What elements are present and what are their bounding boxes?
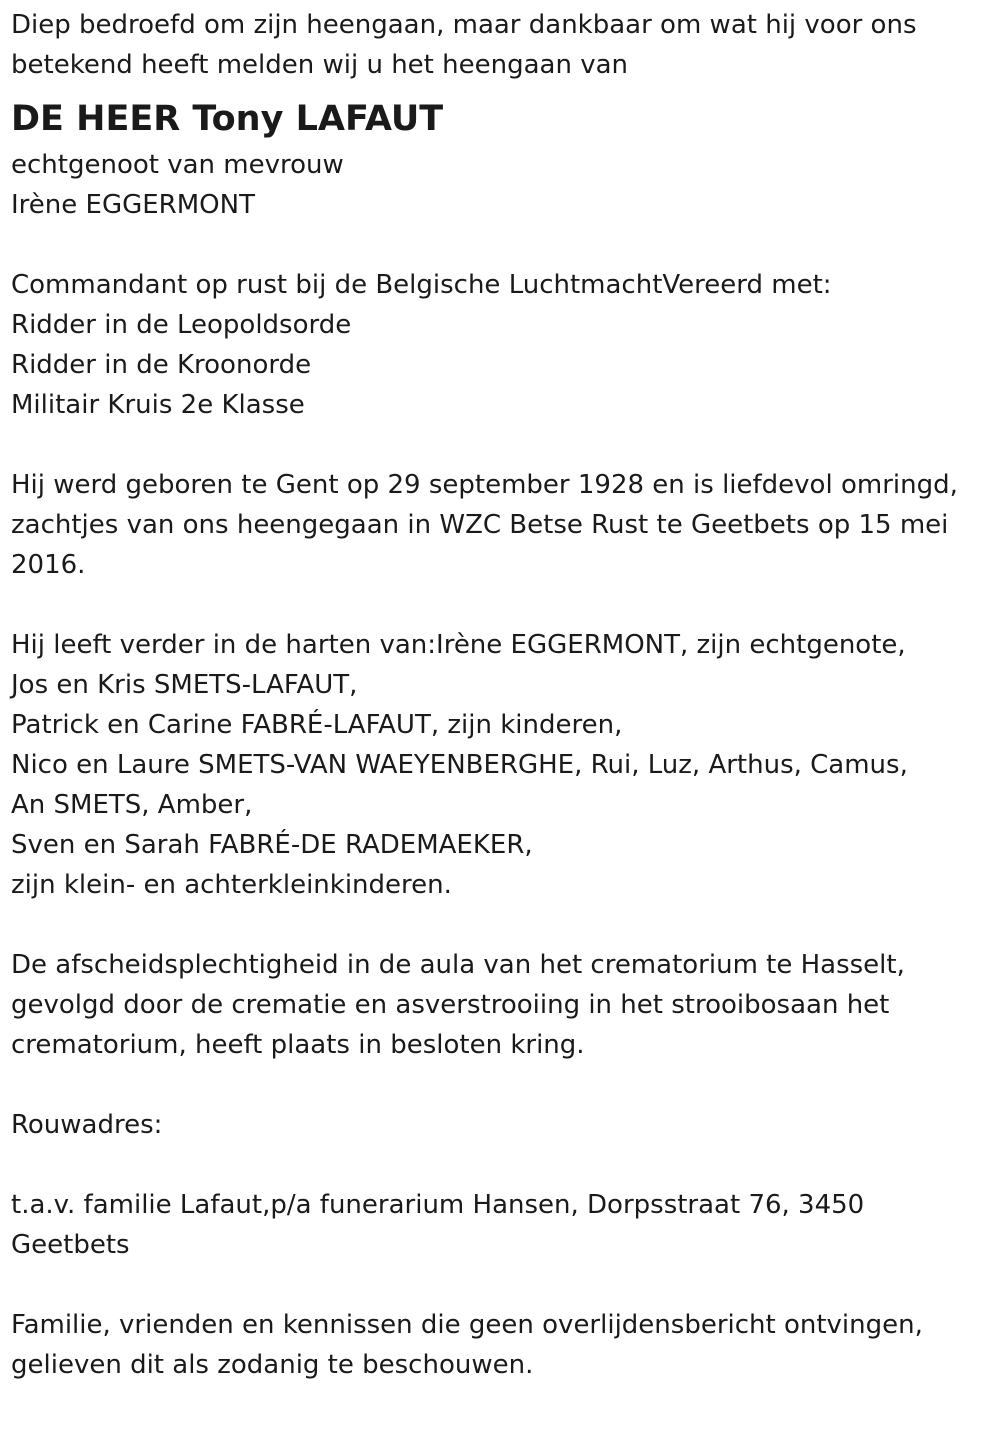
survivors-line: Nico en Laure SMETS-VAN WAEYENBERGHE, Rui, Luz, Arthus, Camus, <box>11 750 908 780</box>
deceased-name: DE HEER Tony LAFAUT <box>11 99 444 139</box>
honors-line: Commandant op rust bij de Belgische LuchtmachtVereerd met: <box>11 270 832 300</box>
intro-line: betekend heeft melden wij u het heengaan van <box>11 50 628 80</box>
spacer <box>11 1265 991 1305</box>
survivors-paragraph <box>11 625 991 905</box>
spouse-line: Irène EGGERMONT <box>11 190 255 220</box>
spouse-line: echtgenoot van mevrouw <box>11 150 344 180</box>
birth-death-paragraph <box>11 465 991 585</box>
address-paragraph <box>11 1185 991 1265</box>
ceremony-line: De afscheidsplechtigheid in de aula van het crematorium te Hasselt, <box>11 950 905 980</box>
honors-line: Ridder in de Leopoldsorde <box>11 310 352 340</box>
address-label: Rouwadres: <box>11 1110 163 1140</box>
survivors-line: Patrick en Carine FABRÉ-LAFAUT, zijn kinderen, <box>11 710 623 740</box>
spacer <box>11 425 991 465</box>
survivors-line: Hij leeft verder in de harten van:Irène EGGERMONT, zijn echtgenote, <box>11 630 906 660</box>
birth-death-line: Hij werd geboren te Gent op 29 september 1928 en is liefdevol omringd, <box>11 470 958 500</box>
spouse-paragraph <box>11 145 991 225</box>
closing-line: Familie, vrienden en kennissen die geen overlijdensbericht ontvingen, <box>11 1310 923 1340</box>
survivors-line: An SMETS, Amber, <box>11 790 253 820</box>
intro-line: Diep bedroefd om zijn heengaan, maar dankbaar om wat hij voor ons <box>11 10 917 40</box>
spacer <box>11 225 991 265</box>
birth-death-line: zachtjes van ons heengegaan in WZC Betse Rust te Geetbets op 15 mei <box>11 510 949 540</box>
death-notice <box>11 5 991 1385</box>
address-line: Geetbets <box>11 1230 130 1260</box>
survivors-line: Jos en Kris SMETS-LAFAUT, <box>11 670 358 700</box>
survivors-line: zijn klein- en achterkleinkinderen. <box>11 870 452 900</box>
ceremony-line: crematorium, heeft plaats in besloten kring. <box>11 1030 585 1060</box>
closing-paragraph <box>11 1305 991 1385</box>
spacer <box>11 905 991 945</box>
spacer <box>11 1145 991 1185</box>
ceremony-line: gevolgd door de crematie en asverstrooiing in het strooibosaan het <box>11 990 890 1020</box>
address-line: t.a.v. familie Lafaut,p/a funerarium Hansen, Dorpsstraat 76, 3450 <box>11 1190 865 1220</box>
ceremony-paragraph <box>11 945 991 1065</box>
intro-paragraph <box>11 5 991 85</box>
spacer <box>11 585 991 625</box>
honors-line: Ridder in de Kroonorde <box>11 350 312 380</box>
birth-death-line: 2016. <box>11 550 86 580</box>
closing-line: gelieven dit als zodanig te beschouwen. <box>11 1350 534 1380</box>
honors-paragraph <box>11 265 991 425</box>
spacer <box>11 1065 991 1105</box>
survivors-line: Sven en Sarah FABRÉ-DE RADEMAEKER, <box>11 830 533 860</box>
honors-line: Militair Kruis 2e Klasse <box>11 390 305 420</box>
